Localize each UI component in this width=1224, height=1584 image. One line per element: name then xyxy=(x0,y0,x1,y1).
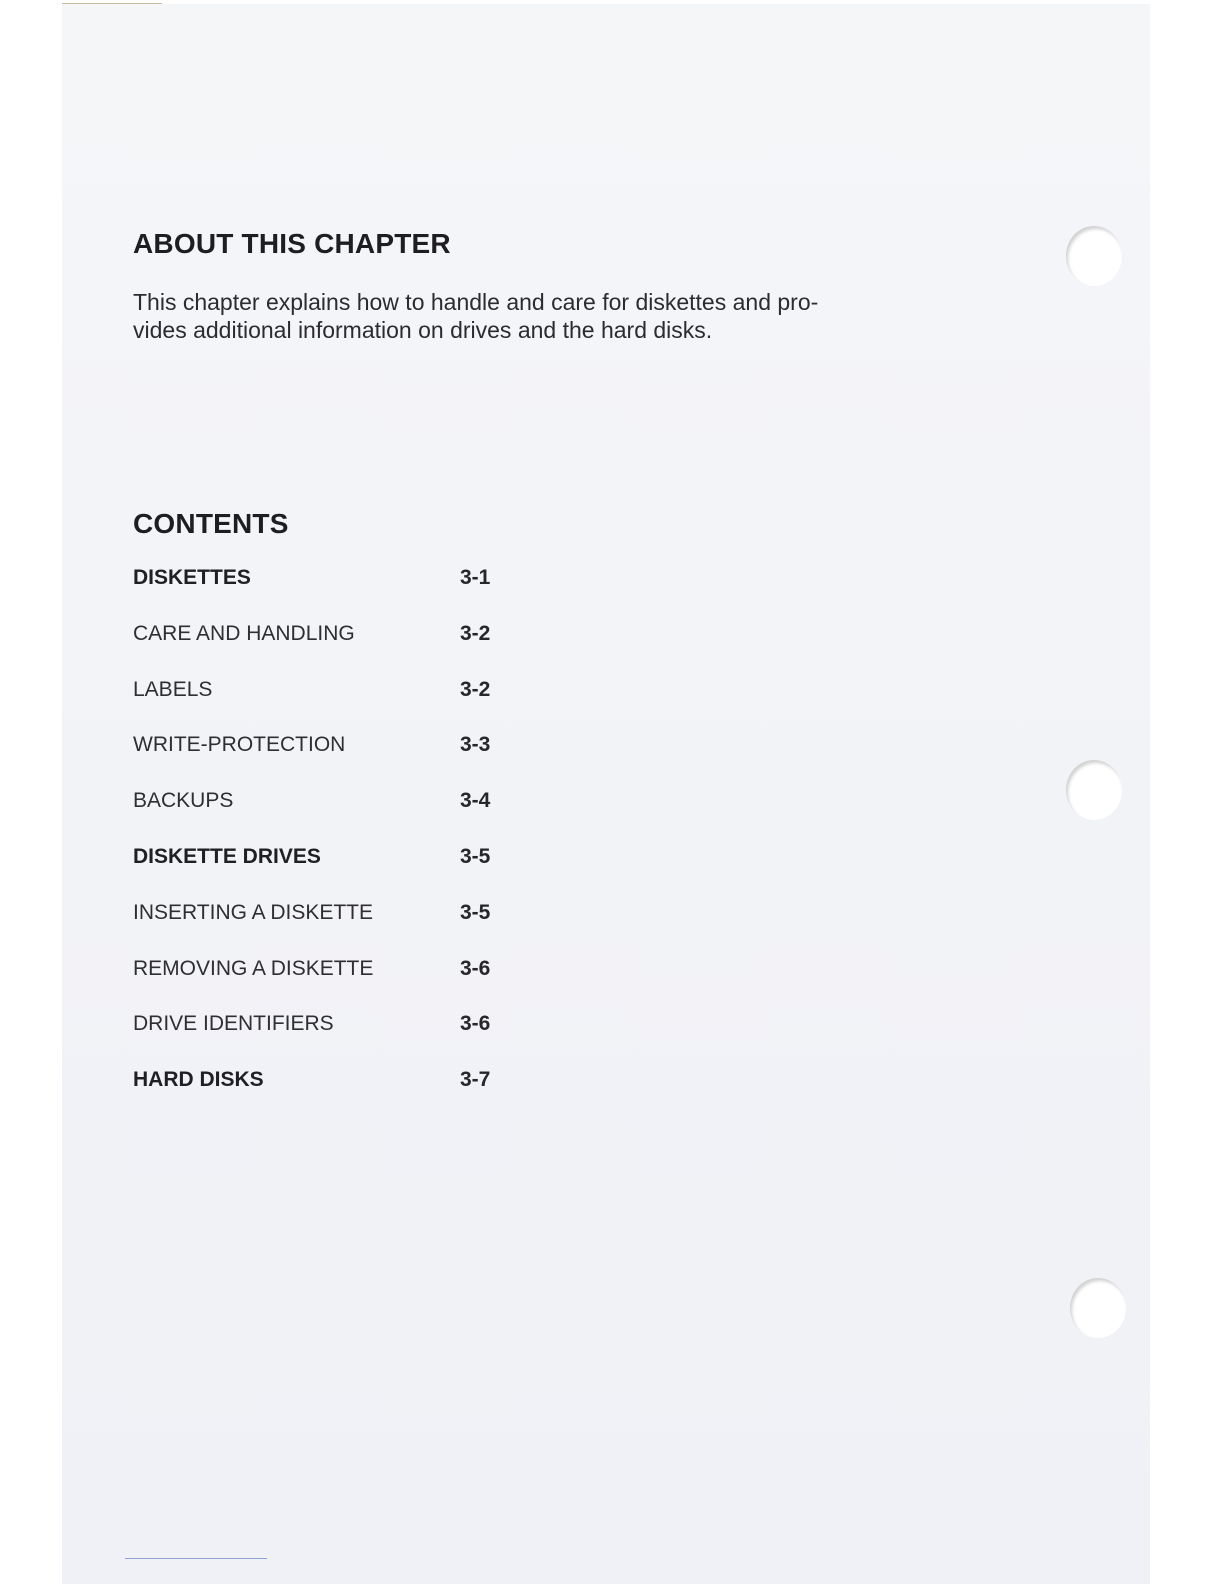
document-page xyxy=(62,4,1150,1584)
toc-entry-label: LABELS xyxy=(133,677,213,701)
toc-entry-label: DISKETTE DRIVES xyxy=(133,844,321,868)
toc-entry-page: 3-4 xyxy=(460,789,491,813)
contents-heading: CONTENTS xyxy=(133,508,289,539)
toc-entry-inserting-a-diskette[interactable] xyxy=(133,901,513,957)
toc-entry-page: 3-6 xyxy=(460,1012,491,1036)
toc-entry-page: 3-2 xyxy=(460,677,491,701)
intro-line-2: vides additional information on drives and the hard disks. xyxy=(133,317,713,343)
toc-entry-label: CARE AND HANDLING xyxy=(133,621,355,645)
binder-hole xyxy=(1066,226,1122,286)
toc-entry-drive-identifiers[interactable] xyxy=(133,1012,513,1068)
chapter-intro-paragraph xyxy=(133,288,973,344)
toc-entry-removing-a-diskette[interactable] xyxy=(133,957,513,1013)
toc-entry-label: HARD DISKS xyxy=(133,1068,264,1092)
toc-entry-page: 3-2 xyxy=(460,621,491,645)
toc-entry-labels[interactable] xyxy=(133,678,513,734)
binder-hole xyxy=(1070,1278,1126,1338)
toc-entry-page: 3-5 xyxy=(460,844,491,868)
toc-entry-label: INSERTING A DISKETTE xyxy=(133,900,374,924)
toc-entry-hard-disks[interactable] xyxy=(133,1068,513,1124)
toc-entry-backups[interactable] xyxy=(133,789,513,845)
toc-entry-label: BACKUPS xyxy=(133,789,234,813)
toc-entry-label: REMOVING A DISKETTE xyxy=(133,956,374,980)
binder-hole xyxy=(1066,760,1122,820)
bottom-edge-rule xyxy=(125,1558,267,1559)
toc-entry-label: DRIVE IDENTIFIERS xyxy=(133,1012,334,1036)
toc-entry-page: 3-6 xyxy=(460,956,491,980)
about-chapter-heading: ABOUT THIS CHAPTER xyxy=(133,228,451,259)
intro-line-1: This chapter explains how to handle and care for diskettes and pro- xyxy=(133,289,819,315)
toc-entry-page: 3-5 xyxy=(460,900,491,924)
toc-entry-label: DISKETTES xyxy=(133,566,251,589)
toc-entry-page: 3-7 xyxy=(460,1068,491,1092)
toc-entry-page: 3-1 xyxy=(460,566,491,589)
toc-entry-write-protection[interactable] xyxy=(133,733,513,789)
toc-entry-label: WRITE-PROTECTION xyxy=(133,733,346,757)
toc-entry-diskette-drives[interactable] xyxy=(133,845,513,901)
toc-entry-page: 3-3 xyxy=(460,733,491,757)
table-of-contents xyxy=(133,566,513,1124)
toc-entry-care-and-handling[interactable] xyxy=(133,622,513,678)
toc-entry-diskettes[interactable] xyxy=(133,566,513,622)
